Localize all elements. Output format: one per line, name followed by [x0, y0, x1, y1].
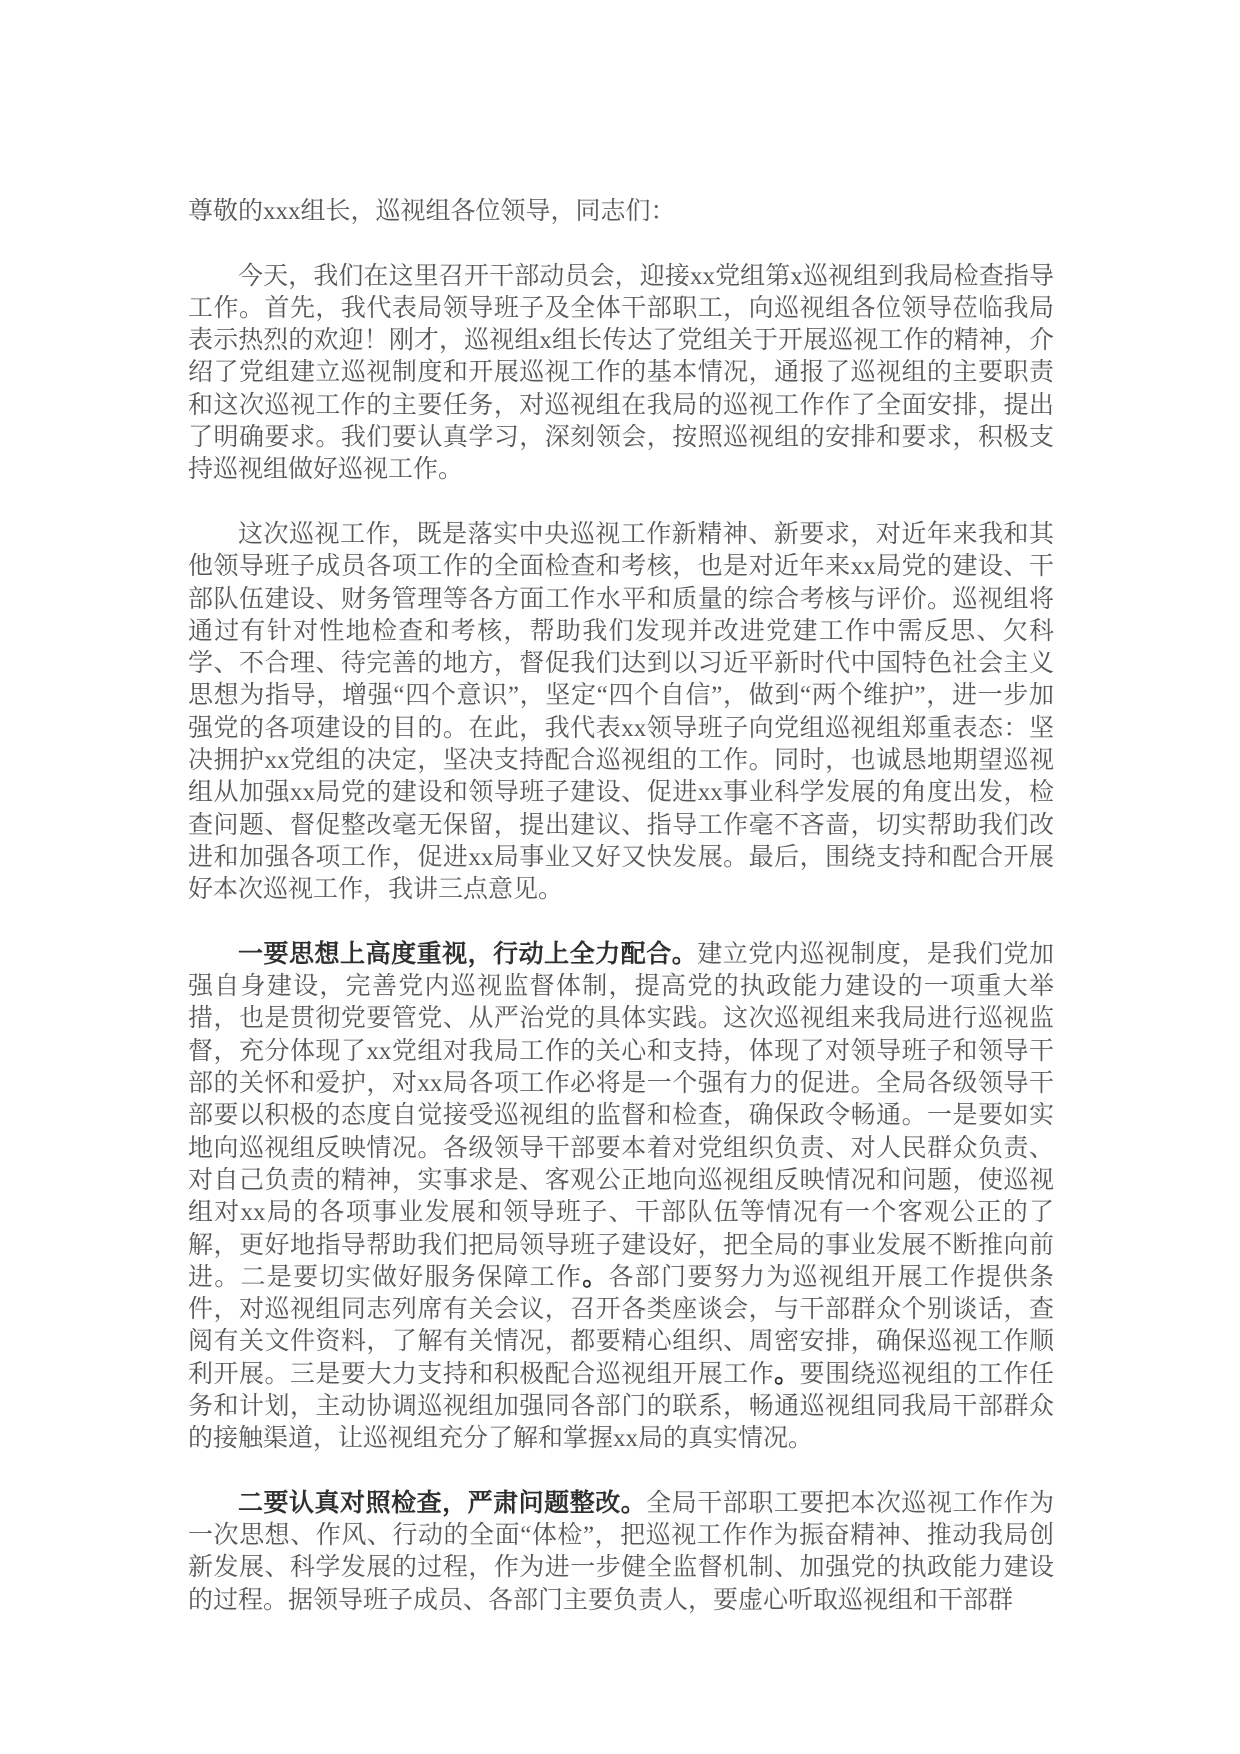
- text-run: 建立党内巡视制度，是我们党加强自身建设，完善党内巡视监督体制，提高党的执政能力建设的一项重大举措，也是贯彻党要管党、从严治党的具体实践。这次巡视组来我局进行巡视监督，充分体现了xx党组对我局工作的关心和支持，体现了对领导班子和领导干部的关怀和爱护，对xx局各项工作必将是一个强有力的促进。全局各级领导干部要以积极的态度自觉接受巡视组的监督和检查，确保政令畅通。一是要如实地向巡视组反映情况。各级领导干部要本着对党组织负责、对人民群众负责、对自己负责的精神，实事求是、客观公正地向巡视组反映情况和问题，使巡视组对xx局的各项事业发展和领导班子、干部队伍等情况有一个客观公正的了解，更好地指导帮助我们把局领导班子建设好，把全局的事业发展不断推向前进。二是要切实做好服务保障工作: [188, 940, 1054, 1291]
- text-run: 今天，我们在这里召开干部动员会，迎接xx党组第x巡视组到我局检查指导工作。首先，我代表局领导班子及全体干部职工，向巡视组各位领导莅临我局表示热烈的欢迎！刚才，巡视组x组长传达了党组关于开展巡视工作的精神，介绍了党组建立巡视制度和开展巡视工作的基本情况，通报了巡视组的主要职责和这次巡视工作的主要任务，对巡视组在我局的巡视工作作了全面安排，提出了明确要求。我们要认真学习，深刻领会，按照巡视组的安排和要求，积极支持巡视组做好巡视工作。: [188, 262, 1054, 484]
- bold-text-run: 。: [582, 1263, 609, 1291]
- paragraph-inspection-significance: [188, 519, 1054, 907]
- paragraph-point-one: [188, 939, 1054, 1456]
- bold-text-run: 二要认真对照检查，严肃问题整改。: [238, 1489, 647, 1517]
- salutation-line: 尊敬的xxx组长，巡视组各位领导，同志们：: [188, 198, 676, 225]
- text-run: 全局干部职工要把本次巡视工作作为一次思想、作风、行动的全面“体检”，把巡视工作作为振奋精神、推动我局创新发展、科学发展的过程，作为进一步健全监督机制、加强党的执政能力建设的过程。据领导班子成员、各部门主要负责人，要虚心听取巡视组和干部群: [188, 1489, 1054, 1614]
- text-run: 要围绕巡视组的工作任务和计划，主动协调巡视组加强同各部门的联系，畅通巡视组同我局干部群众的接触渠道，让巡视组充分了解和掌握xx局的真实情况。: [188, 1360, 1054, 1453]
- bold-text-run: 。: [774, 1360, 800, 1388]
- paragraph-opening: [188, 261, 1054, 487]
- text-run: 各部门要努力为巡视组开展工作提供条件，对巡视组同志列席有关会议，召开各类座谈会，与干部群众个别谈话，查阅有关文件资料，了解有关情况，都要精心组织、周密安排，确保巡视工作顺利开展。三是要大力支持和积极配合巡视组开展工作: [188, 1263, 1054, 1388]
- text-run: 这次巡视工作，既是落实中央巡视工作新精神、新要求，对近年来我和其他领导班子成员各项工作的全面检查和考核，也是对近年来xx局党的建设、干部队伍建设、财务管理等各方面工作水平和质量的综合考核与评价。巡视组将通过有针对性地检查和考核，帮助我们发现并改进党建工作中需反思、欠科学、不合理、待完善的地方，督促我们达到以习近平新时代中国特色社会主义思想为指导，增强“四个意识”，坚定“四个自信”，做到“两个维护”，进一步加强党的各项建设的目的。在此，我代表xx领导班子向党组巡视组郑重表态：坚决拥护xx党组的决定，坚决支持配合巡视组的工作。同时，也诚恳地期望巡视组从加强xx局党的建设和领导班子建设、促进xx事业科学发展的角度出发，检查问题、督促整改毫无保留，提出建议、指导工作毫不吝啬，切实帮助我们改进和加强各项工作，促进xx局事业又好又快发展。最后，围绕支持和配合开展好本次巡视工作，我讲三点意见。: [188, 520, 1054, 904]
- paragraph-point-two: [188, 1488, 1054, 1617]
- bold-text-run: 一要思想上高度重视，行动上全力配合。: [238, 940, 698, 968]
